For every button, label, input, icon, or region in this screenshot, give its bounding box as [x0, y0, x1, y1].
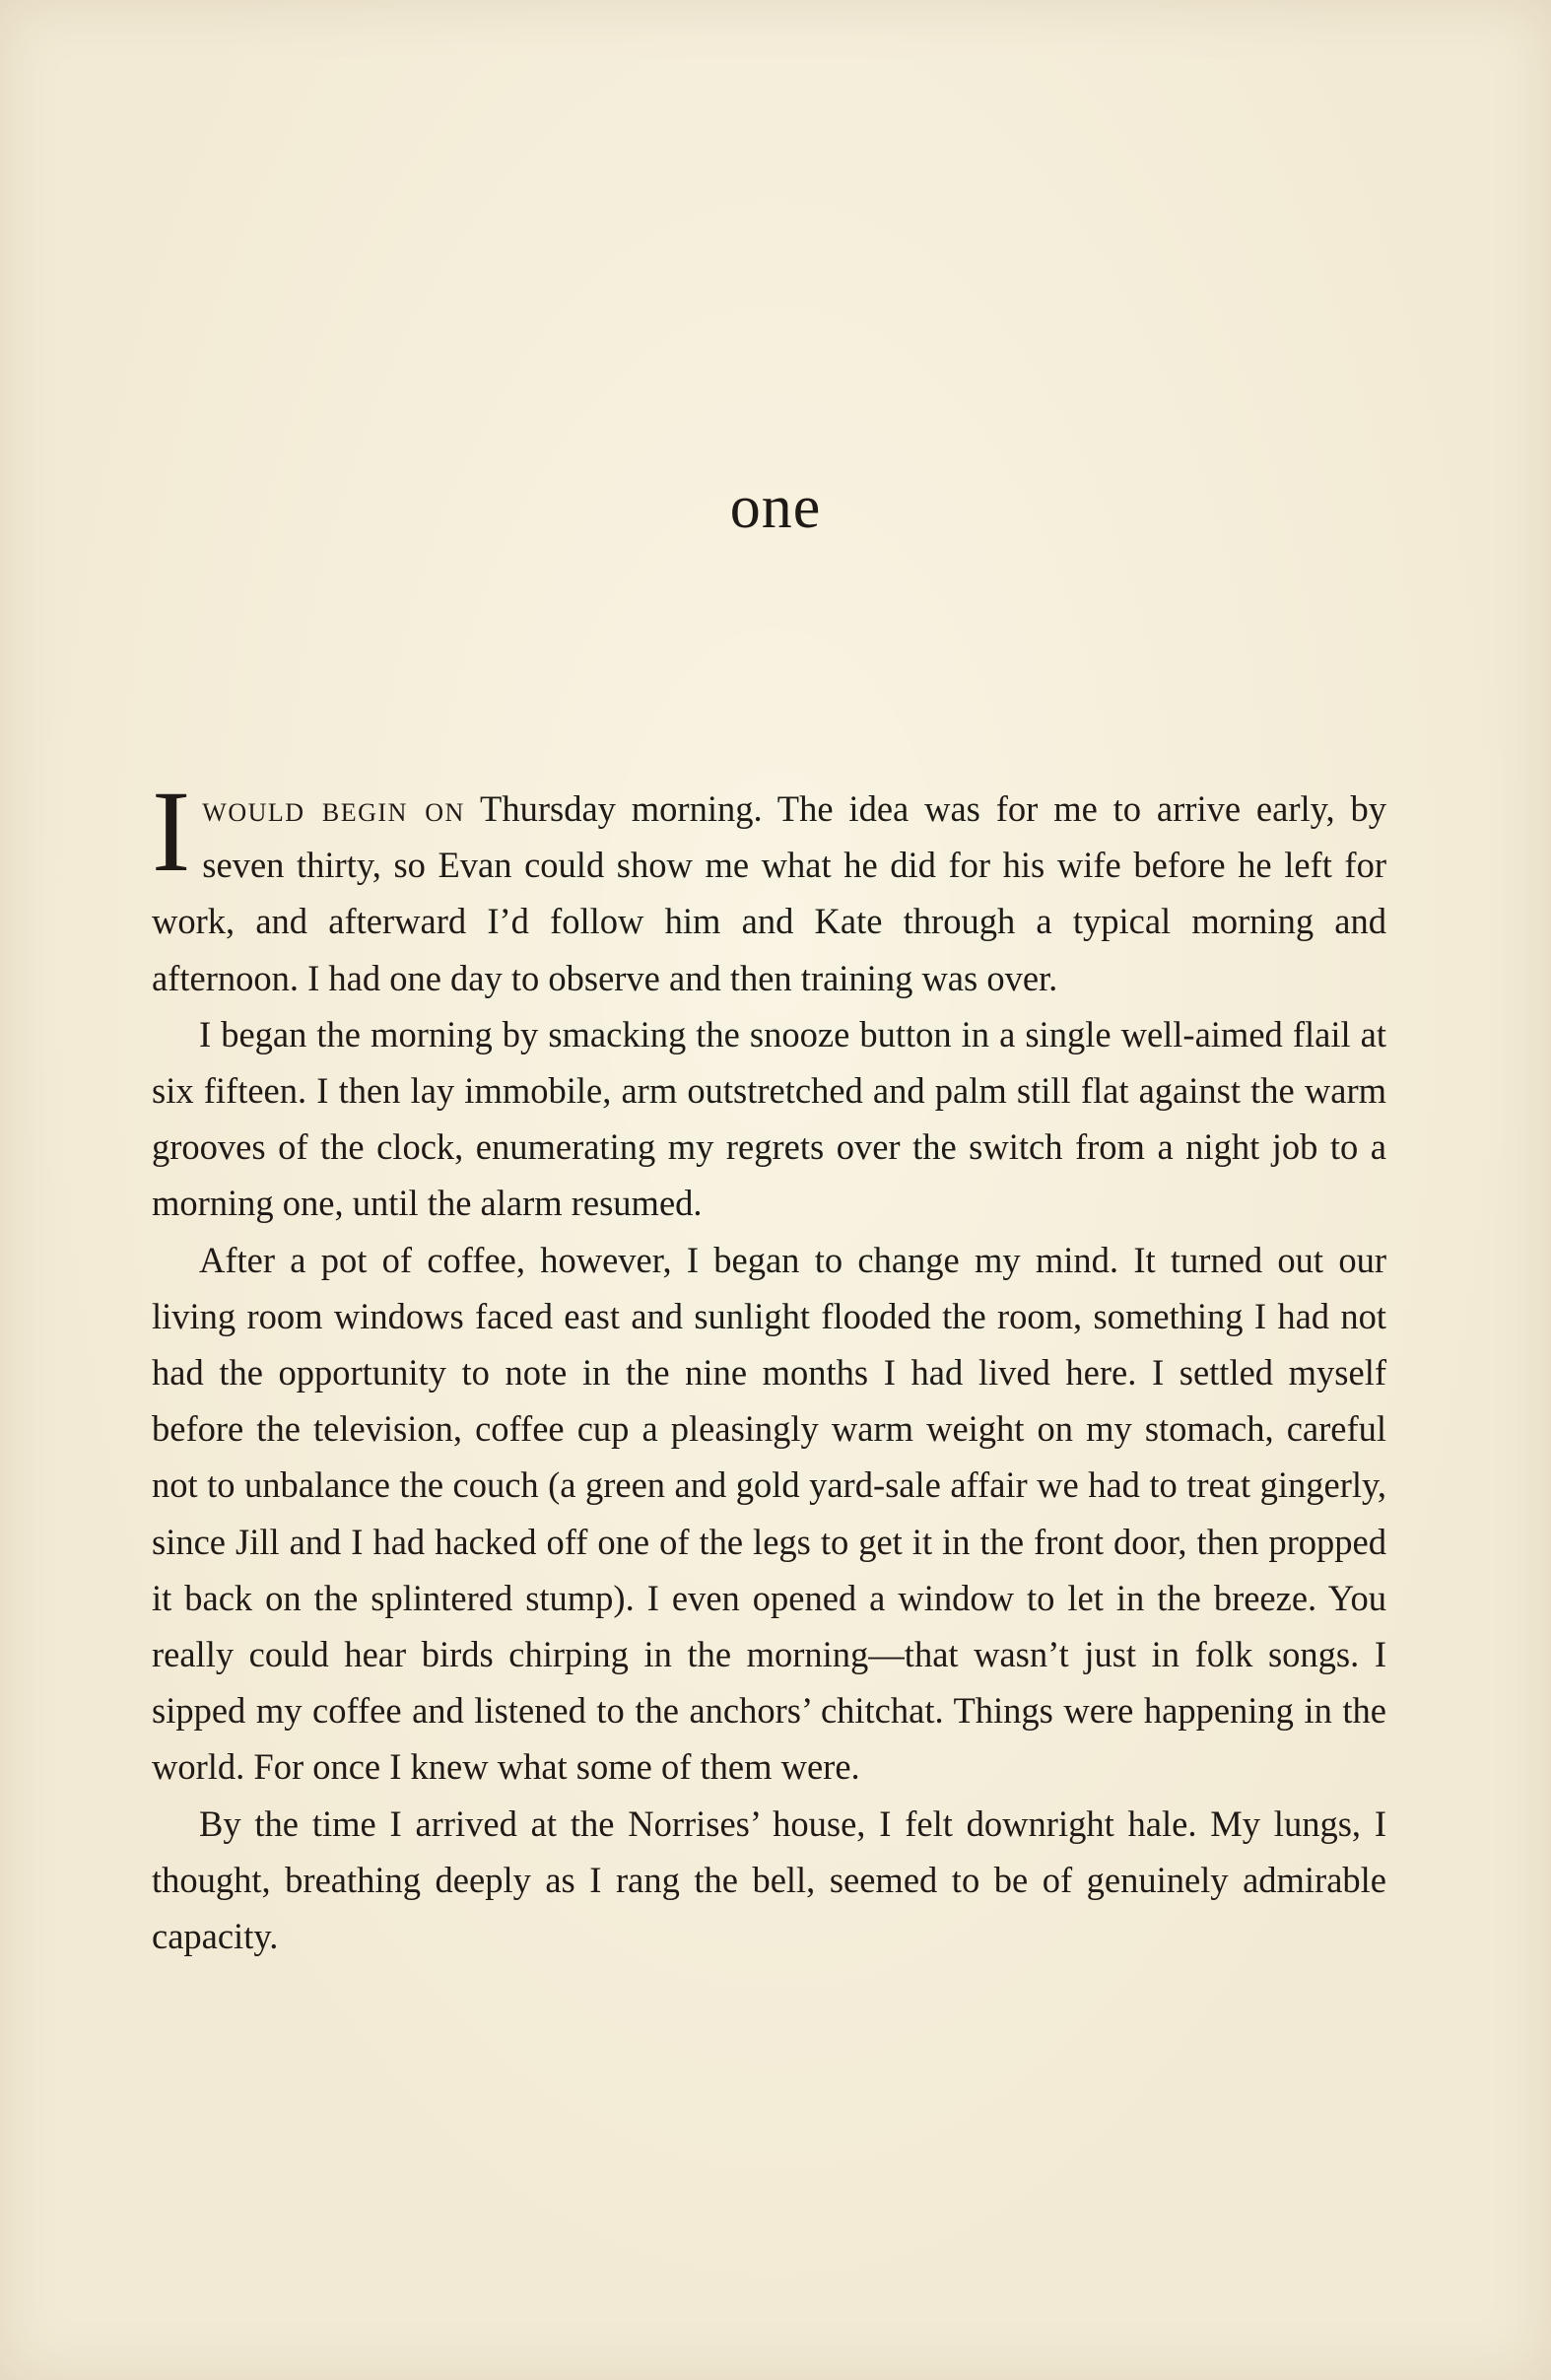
paragraph-4: By the time I arrived at the Norrises’ house, I felt downright hale. My lungs, I thought, breathing deeply as I rang the bell, seemed to be of genuinely admirable capacity. — [152, 1802, 1386, 1957]
paragraph-1 — [152, 767, 1386, 1006]
paragraph-1-text: Thursday morning. The idea was for me to arrive early, by seven thirty, so Evan could show me what he did for his wife before he left for work, and afterward I’d follow him and Kate through a typical morning and afternoon. I had one day to observe and then training was over. — [152, 788, 1386, 998]
paragraph-lead-smallcaps: would begin on — [202, 788, 465, 829]
chapter-title: one — [729, 474, 822, 541]
drop-cap: I — [152, 767, 191, 896]
chapter-body — [152, 767, 1386, 1964]
paragraph-3: After a pot of coffee, however, I began to change my mind. It turned out our living room windows faced east and sunlight flooded the room, something I had not had the opportunity to note in the nine months I had lived here. I settled myself before the television, coffee cup a pleasingly warm weight on my stomach, careful not to unbalance the couch (a green and gold yard-sale affair we had to treat gingerly, since Jill and I had hacked off one of the legs to get it in the front door, then propped it back on the splintered stump). I even opened a window to let in the breeze. You really could hear birds chirping in the morning—that wasn’t just in folk songs. I sipped my coffee and listened to the anchors’ chitchat. Things were happening in the world. For once I knew what some of them were. — [152, 1239, 1386, 1788]
paragraph-2: I began the morning by smacking the snooze button in a single well-aimed flail at six fifteen. I then lay immobile, arm outstretched and palm still flat against the warm grooves of the clock, enumerating my regrets over the switch from a night job to a morning one, until the alarm resumed. — [152, 1013, 1386, 1224]
